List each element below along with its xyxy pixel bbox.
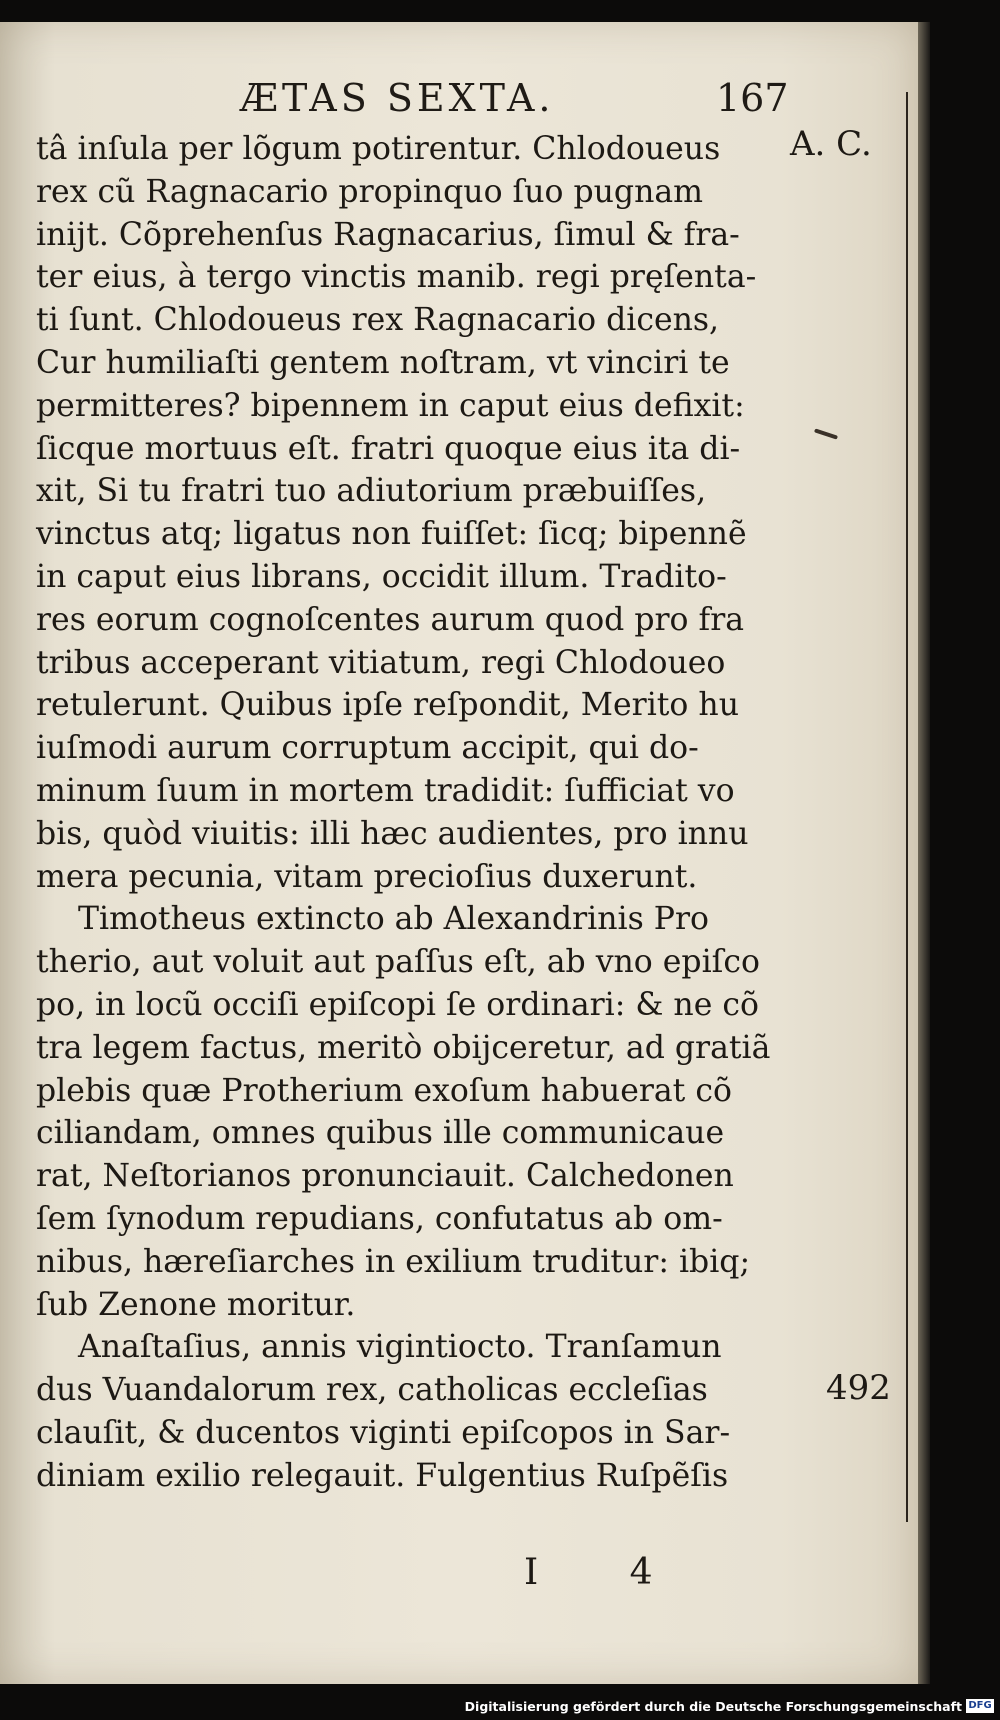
text-line: bis, quòd viuitis: illi hæc audientes, pro innu	[36, 815, 749, 852]
text-line: tribus acceperant vitiatum, regi Chlodoueo	[36, 644, 726, 681]
text-line: rex cũ Ragnacario propinquo ſuo pugnam	[36, 173, 704, 210]
body-text	[36, 128, 816, 1498]
text-line: ſub Zenone moritur.	[36, 1286, 356, 1323]
page-number: 167	[716, 76, 789, 120]
margin-rule	[906, 92, 908, 1522]
text-line: rat, Neſtorianos pronunciauit. Calchedonen	[36, 1158, 734, 1195]
text-line: in caput eius librans, occidit illum. Tradito-	[36, 558, 727, 595]
text-line: clauſit, & ducentos viginti epiſcopos in Sar-	[36, 1414, 731, 1451]
running-title: ÆTAS SEXTA.	[240, 76, 555, 120]
page-edge	[918, 22, 930, 1684]
text-line: tra legem factus, meritò obijceretur, ad gratiã	[36, 1029, 771, 1066]
text-line: iuſmodi aurum corruptum accipit, qui do-	[36, 730, 699, 767]
funding-credit: Digitalisierung gefördert durch die Deutsche Forschungsgemeinschaft	[464, 1699, 962, 1714]
text-line: inijt. Cõprehenſus Ragnacarius, ſimul & fra-	[36, 216, 740, 253]
text-line: dus Vuandalorum rex, catholicas eccleſias	[36, 1372, 708, 1409]
paragraph-start-line: Timotheus extincto ab Alexandrinis Pro	[78, 901, 709, 938]
text-line: po, in locũ occiſi epiſcopi ſe ordinari: & ne cõ	[36, 986, 759, 1023]
text-line: tâ inſula per lõgum potirentur. Chlodoueus	[36, 131, 721, 167]
text-line: ti ſunt. Chlodoueus rex Ragnacario dicens,	[36, 302, 720, 339]
text-line: mera pecunia, vitam precioſius duxerunt.	[36, 858, 698, 895]
margin-era-label: A. C.	[790, 124, 872, 164]
text-line: ſem ſynodum repudians, confutatus ab om-	[36, 1200, 723, 1237]
page-header	[0, 70, 918, 130]
text-line: ſicque mortuus eſt. fratri quoque eius ita di-	[36, 430, 741, 467]
text-line: retulerunt. Quibus ipſe reſpondit, Merito hu	[36, 687, 739, 724]
text-line: permitteres? bipennem in caput eius defixit:	[36, 387, 745, 424]
footer-bar	[0, 1694, 1000, 1720]
paragraph-start-line: Anaſtaſius, annis vigintiocto. Tranſamun	[78, 1329, 722, 1366]
text-line: therio, aut voluit aut paſſus eſt, ab vno epiſco	[36, 944, 760, 981]
margin-year: 492	[826, 1368, 891, 1408]
signature-mark: I 4	[524, 1552, 693, 1593]
text-line: diniam exilio relegauit. Fulgentius Ruſpẽſis	[36, 1457, 729, 1494]
text-line: minum ſuum in mortem tradidit: ſufficiat vo	[36, 772, 735, 809]
text-line: ciliandam, omnes quibus ille communicaue	[36, 1115, 725, 1152]
text-line: Cur humiliaſti gentem noſtram, vt vinciri te	[36, 344, 730, 381]
text-line: nibus, hæreſiarches in exilium truditur: ibiq;	[36, 1243, 751, 1280]
text-line: xit, Si tu fratri tuo adiutorium præbuiſſes,	[36, 473, 707, 510]
text-line: vinctus atq; ligatus non fuiſſet: ſicq; bipennẽ	[36, 516, 747, 553]
text-line: ter eius, à tergo vinctis manib. regi pręſenta-	[36, 259, 757, 296]
text-line: plebis quæ Protherium exoſum habuerat cõ	[36, 1072, 732, 1109]
text-line: res eorum cognoſcentes aurum quod pro fra	[36, 601, 745, 638]
dfg-logo: DFG	[966, 1699, 994, 1713]
